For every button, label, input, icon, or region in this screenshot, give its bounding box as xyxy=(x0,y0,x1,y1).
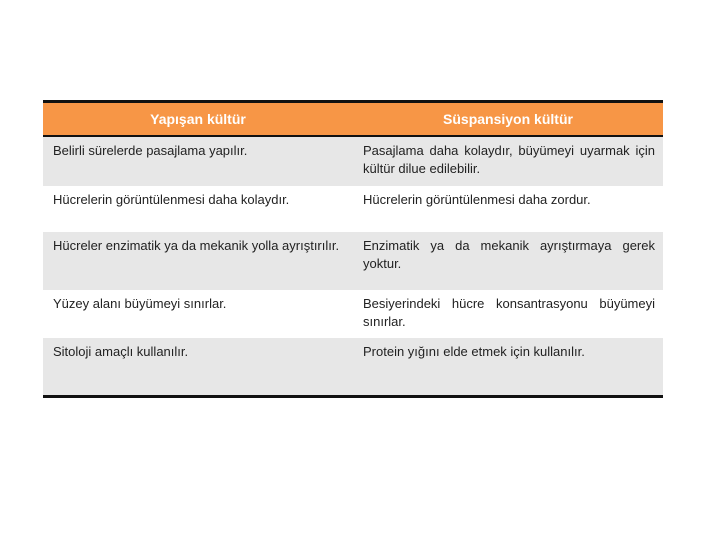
cell-adherent: Sitoloji amaçlı kullanılır. xyxy=(43,338,353,396)
cell-suspension: Hücrelerin görüntülenmesi daha zordur. xyxy=(353,186,663,232)
cell-suspension: Pasajlama daha kolaydır, büyümeyi uyarmak için kültür dilue edilebilir. xyxy=(353,136,663,186)
comparison-table xyxy=(43,100,663,398)
cell-adherent: Belirli sürelerde pasajlama yapılır. xyxy=(43,136,353,186)
table-body xyxy=(43,136,663,396)
cell-adherent: Hücreler enzimatik ya da mekanik yolla ayrıştırılır. xyxy=(43,232,353,290)
cell-suspension: Besiyerindeki hücre konsantrasyonu büyümeyi sınırlar. xyxy=(353,290,663,338)
table-row xyxy=(43,186,663,232)
header-suspension-culture: Süspansiyon kültür xyxy=(353,102,663,137)
table-row xyxy=(43,338,663,396)
table-row xyxy=(43,136,663,186)
table-header xyxy=(43,102,663,137)
cell-suspension: Protein yığını elde etmek için kullanılır. xyxy=(353,338,663,396)
cell-adherent: Hücrelerin görüntülenmesi daha kolaydır. xyxy=(43,186,353,232)
cell-suspension: Enzimatik ya da mekanik ayrıştırmaya gerek yoktur. xyxy=(353,232,663,290)
header-row xyxy=(43,102,663,137)
table-row xyxy=(43,232,663,290)
header-adherent-culture: Yapışan kültür xyxy=(43,102,353,137)
cell-adherent: Yüzey alanı büyümeyi sınırlar. xyxy=(43,290,353,338)
table-row xyxy=(43,290,663,338)
